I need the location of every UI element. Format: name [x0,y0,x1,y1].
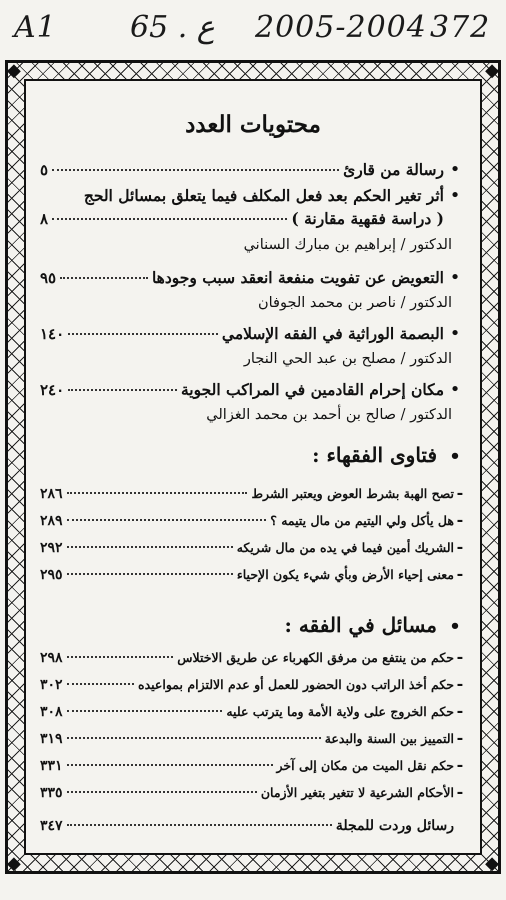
page-number: ٣٣١ [40,758,63,774]
article-title-continued: ( دراسة فقهية مقارنة ) [291,209,444,228]
article-entry [40,323,466,371]
corner-ornament-icon: ◆ [7,60,21,81]
table-of-contents [26,81,480,853]
article-title: رسالة من قارئ [343,160,444,179]
handwritten-years: 2005-2004 [255,10,427,45]
handwritten-number: 372 [430,10,491,45]
leader-dots [67,546,233,548]
item-title: حكم الخروج على ولاية الأمة وما يترتب عليه [226,704,454,719]
page-number: ٢٩٢ [40,540,63,556]
article-entry [40,267,466,315]
article-author: الدكتور / إبراهيم بن مبارك السناني [243,237,452,253]
page-number: ٣٤٧ [40,818,63,834]
list-item [40,728,466,752]
handwritten-a1: A1 [14,10,57,45]
list-item [40,647,466,671]
article-title: مكان إحرام القادمين في المراكب الجوية [180,380,444,399]
list-item [40,755,466,779]
corner-ornament-icon: ◆ [485,60,499,81]
page-number: ٣١٩ [40,731,63,747]
item-title: هل يأكل ولي اليتيم من مال يتيمه ؟ [270,513,454,528]
dash-marker: - [456,674,464,693]
page-number: ٢٩٨ [40,650,63,666]
item-title: حكم نقل الميت من مكان إلى آخر [276,758,454,773]
page-number: ٣٠٨ [40,704,63,720]
handwritten-volume: 65 . ع [130,10,215,45]
item-title: حكم أخذ الراتب دون الحضور للعمل أو عدم الالتزام بمواعيده [138,677,454,692]
dash-marker: - [456,647,464,666]
leader-dots [67,710,223,712]
dash-marker: - [456,701,464,720]
list-item [40,483,466,507]
list-item [40,564,466,588]
dash-marker: - [456,564,464,583]
page-number: ٣٠٢ [40,677,63,693]
section-title: فتاوى الفقهاء : [312,443,438,467]
leader-dots [52,169,339,171]
page-title: محتويات العدد [185,111,321,138]
list-item [40,537,466,561]
bullet-icon: • [449,323,461,344]
article-entry [40,379,466,427]
leader-dots [60,277,148,279]
page-number: ٢٨٩ [40,513,63,529]
page-number: ٢٩٥ [40,567,63,583]
leader-dots [67,764,273,766]
item-title: التمييز بين السنة والبدعة [324,731,454,746]
list-item [40,701,466,725]
item-title: تصح الهبة بشرط العوض ويعتبر الشرط [251,486,454,501]
article-author: الدكتور / ناصر بن محمد الجوفان [257,295,452,311]
ornamental-border [5,60,501,874]
list-item [40,674,466,698]
item-title: رسائل وردت للمجلة [335,818,454,834]
page-number: ٢٨٦ [40,486,63,502]
page-number: ٨ [40,210,49,228]
article-title: أثر تغير الحكم بعد فعل المكلف فيما يتعلق بمسائل الحج [83,186,444,205]
item-title: الأحكام الشرعية لا تتغير بتغير الأزمان [260,785,454,800]
leader-dots [67,791,257,793]
item-title: معنى إحياء الأرض وبأي شيء يكون الإحياء [236,567,454,582]
corner-ornament-icon: ◆ [7,853,21,874]
bullet-icon: • [449,185,461,206]
leader-dots [67,492,248,494]
leader-dots [68,389,177,391]
leader-dots [52,218,287,220]
page-number: ١٤٠ [40,325,65,343]
page-number: ٩٥ [40,269,57,287]
item-title: الشريك أمين فيما في يده من مال شريكه [236,540,454,555]
leader-dots [67,656,174,658]
bullet-icon: • [449,267,461,288]
article-author: الدكتور / مصلح بن عبد الحي النجار [243,351,452,367]
leader-dots [67,824,332,826]
bullet-icon: • [449,379,461,400]
leader-dots [67,737,321,739]
list-item [40,782,466,806]
section-heading-masail [285,613,466,637]
page-number: ٢٤٠ [40,381,65,399]
leader-dots [67,519,267,521]
article-title: البصمة الوراثية في الفقه الإسلامي [221,324,444,343]
leader-dots [68,333,218,335]
dash-marker: - [456,537,464,556]
bullet-icon: • [449,616,461,637]
article-entry [40,185,466,257]
article-entry [40,159,466,183]
page-number: ٥ [40,161,49,179]
list-item-letters [40,818,466,842]
dash-marker: - [456,728,464,747]
dash-marker: - [456,755,464,774]
leader-dots [67,573,233,575]
bullet-icon: • [449,159,461,180]
dash-marker: - [456,483,464,502]
list-item [40,510,466,534]
article-title: التعويض عن تفويت منفعة انعقد سبب وجودها [151,268,444,287]
leader-dots [67,683,134,685]
handwritten-annotation [0,0,506,58]
page-number: ٣٣٥ [40,785,63,801]
section-title: مسائل في الفقه : [284,613,438,637]
section-heading-fatawa [312,443,466,467]
dash-marker: - [456,782,464,801]
bullet-icon: • [449,446,461,467]
corner-ornament-icon: ◆ [485,853,499,874]
item-title: حكم من ينتفع من مرفق الكهرباء عن طريق الاختلاس [177,650,454,665]
article-author: الدكتور / صالح بن أحمد بن محمد الغزالي [206,407,452,423]
dash-marker: - [456,510,464,529]
contents-panel [24,79,482,855]
